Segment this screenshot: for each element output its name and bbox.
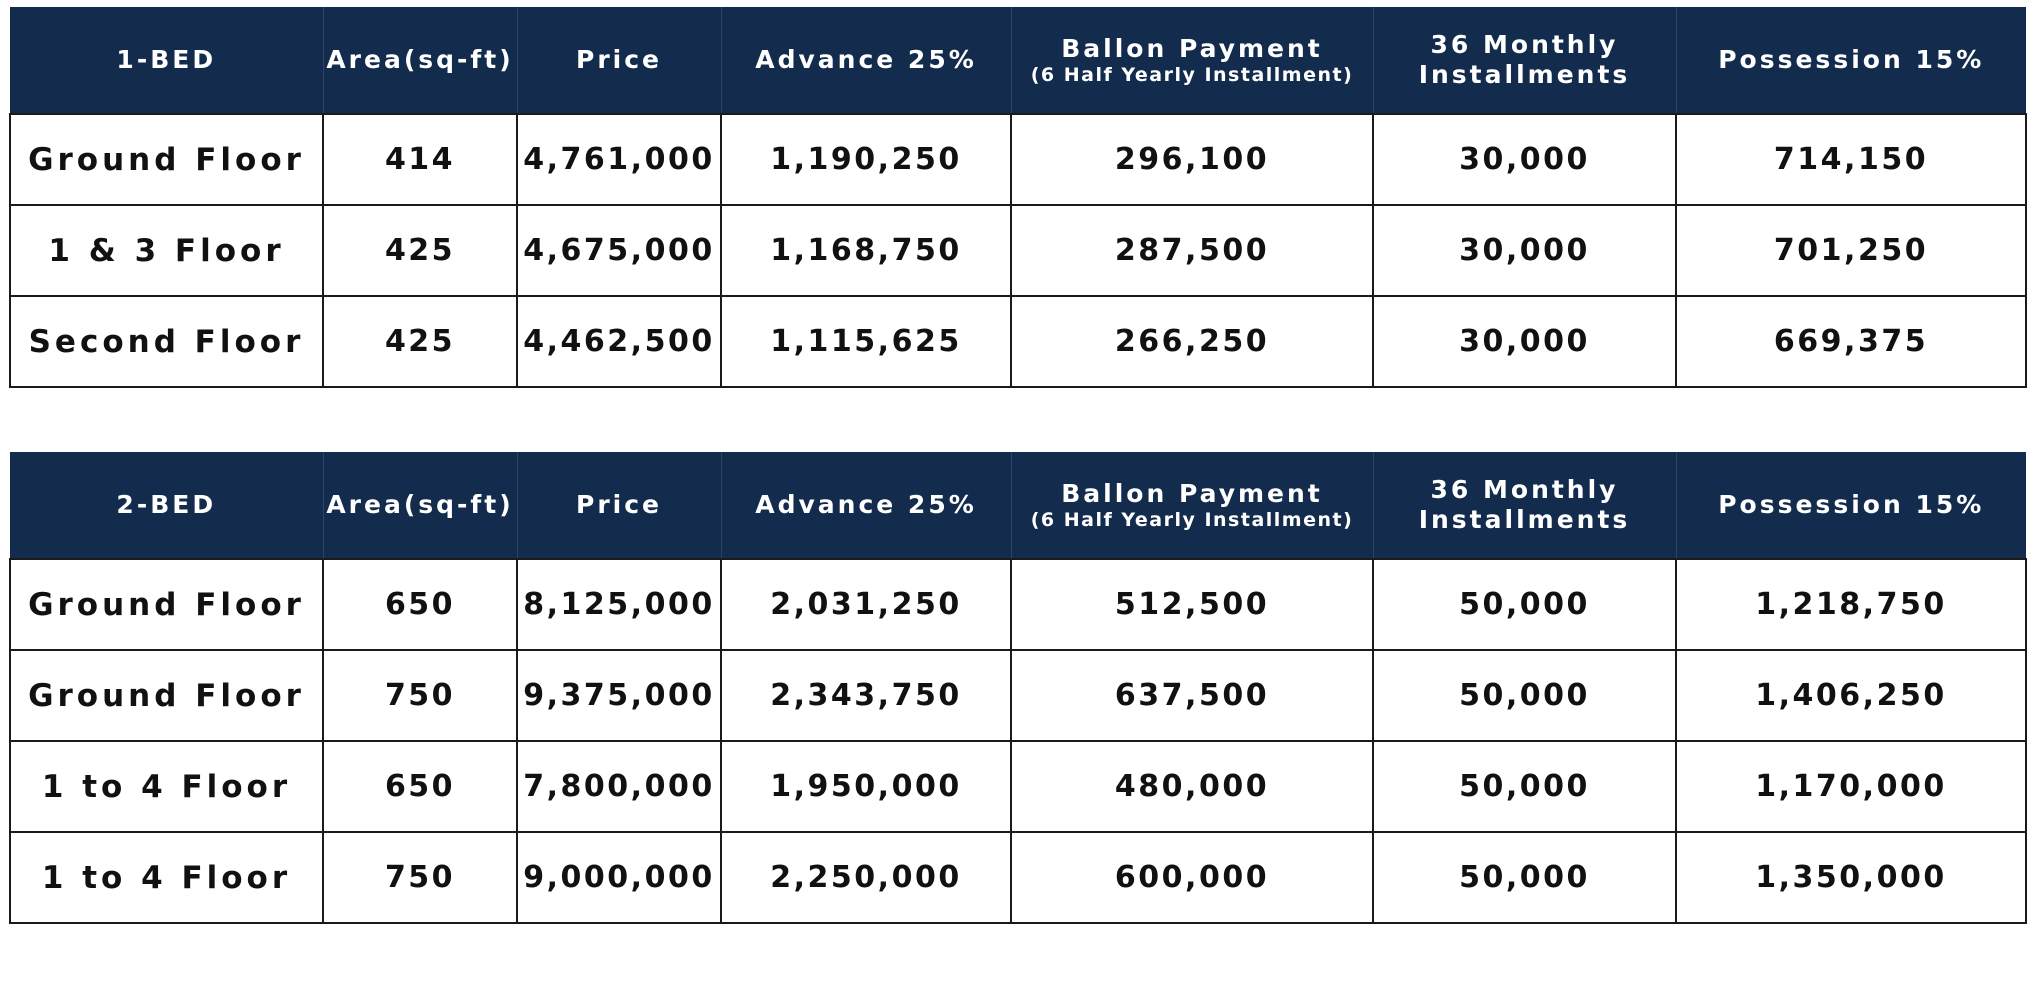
header-price: Price (517, 452, 721, 559)
possession-cell: 669,375 (1676, 296, 2026, 387)
header-advance: Advance 25% (721, 452, 1011, 559)
advance-cell: 2,343,750 (721, 650, 1011, 741)
possession-cell: 1,218,750 (1676, 559, 2026, 650)
advance-cell: 1,950,000 (721, 741, 1011, 832)
header-monthly-installments: 36 Monthly Installments (1373, 452, 1676, 559)
header-ballon-subtitle: (6 Half Yearly Installment) (1030, 64, 1354, 86)
ballon-cell: 600,000 (1011, 832, 1373, 923)
area-cell: 650 (323, 741, 517, 832)
floor-cell: Ground Floor (10, 114, 323, 205)
table-row (10, 205, 2026, 296)
area-cell: 425 (323, 296, 517, 387)
one-bed-payment-table (9, 7, 2027, 388)
header-ballon-payment: Ballon Payment (6 Half Yearly Installment) (1011, 452, 1373, 559)
header-advance: Advance 25% (721, 7, 1011, 114)
price-cell: 9,000,000 (517, 832, 721, 923)
header-unit-type: 2-BED (10, 452, 323, 559)
floor-cell: Ground Floor (10, 559, 323, 650)
header-area: Area(sq-ft) (323, 7, 517, 114)
area-cell: 750 (323, 650, 517, 741)
advance-cell: 1,190,250 (721, 114, 1011, 205)
price-cell: 4,462,500 (517, 296, 721, 387)
advance-cell: 1,168,750 (721, 205, 1011, 296)
price-cell: 7,800,000 (517, 741, 721, 832)
header-possession: Possession 15% (1676, 452, 2026, 559)
monthly-cell: 30,000 (1373, 114, 1676, 205)
header-monthly-installments: 36 Monthly Installments (1373, 7, 1676, 114)
possession-cell: 1,170,000 (1676, 741, 2026, 832)
header-monthly-subtitle: Installments (1418, 60, 1631, 89)
table-row (10, 114, 2026, 205)
monthly-cell: 30,000 (1373, 296, 1676, 387)
monthly-cell: 50,000 (1373, 650, 1676, 741)
floor-cell: 1 to 4 Floor (10, 832, 323, 923)
advance-cell: 2,031,250 (721, 559, 1011, 650)
header-possession: Possession 15% (1676, 7, 2026, 114)
ballon-cell: 287,500 (1011, 205, 1373, 296)
possession-cell: 1,350,000 (1676, 832, 2026, 923)
table-row (10, 741, 2026, 832)
table-row (10, 832, 2026, 923)
area-cell: 650 (323, 559, 517, 650)
price-cell: 4,761,000 (517, 114, 721, 205)
table-row (10, 559, 2026, 650)
price-cell: 8,125,000 (517, 559, 721, 650)
header-unit-type: 1-BED (10, 7, 323, 114)
ballon-cell: 296,100 (1011, 114, 1373, 205)
ballon-cell: 266,250 (1011, 296, 1373, 387)
table-row (10, 296, 2026, 387)
header-ballon-subtitle: (6 Half Yearly Installment) (1030, 509, 1354, 531)
header-monthly-subtitle: Installments (1418, 505, 1631, 534)
floor-cell: 1 to 4 Floor (10, 741, 323, 832)
price-cell: 4,675,000 (517, 205, 721, 296)
area-cell: 750 (323, 832, 517, 923)
two-bed-payment-table (9, 452, 2027, 924)
monthly-cell: 50,000 (1373, 741, 1676, 832)
advance-cell: 1,115,625 (721, 296, 1011, 387)
ballon-cell: 512,500 (1011, 559, 1373, 650)
possession-cell: 1,406,250 (1676, 650, 2026, 741)
header-row (10, 452, 2026, 559)
monthly-cell: 30,000 (1373, 205, 1676, 296)
header-area: Area(sq-ft) (323, 452, 517, 559)
advance-cell: 2,250,000 (721, 832, 1011, 923)
price-cell: 9,375,000 (517, 650, 721, 741)
ballon-cell: 480,000 (1011, 741, 1373, 832)
floor-cell: Ground Floor (10, 650, 323, 741)
monthly-cell: 50,000 (1373, 832, 1676, 923)
floor-cell: Second Floor (10, 296, 323, 387)
monthly-cell: 50,000 (1373, 559, 1676, 650)
floor-cell: 1 & 3 Floor (10, 205, 323, 296)
ballon-cell: 637,500 (1011, 650, 1373, 741)
header-row (10, 7, 2026, 114)
header-price: Price (517, 7, 721, 114)
area-cell: 414 (323, 114, 517, 205)
header-ballon-payment: Ballon Payment (6 Half Yearly Installment) (1011, 7, 1373, 114)
possession-cell: 714,150 (1676, 114, 2026, 205)
possession-cell: 701,250 (1676, 205, 2026, 296)
table-row (10, 650, 2026, 741)
area-cell: 425 (323, 205, 517, 296)
